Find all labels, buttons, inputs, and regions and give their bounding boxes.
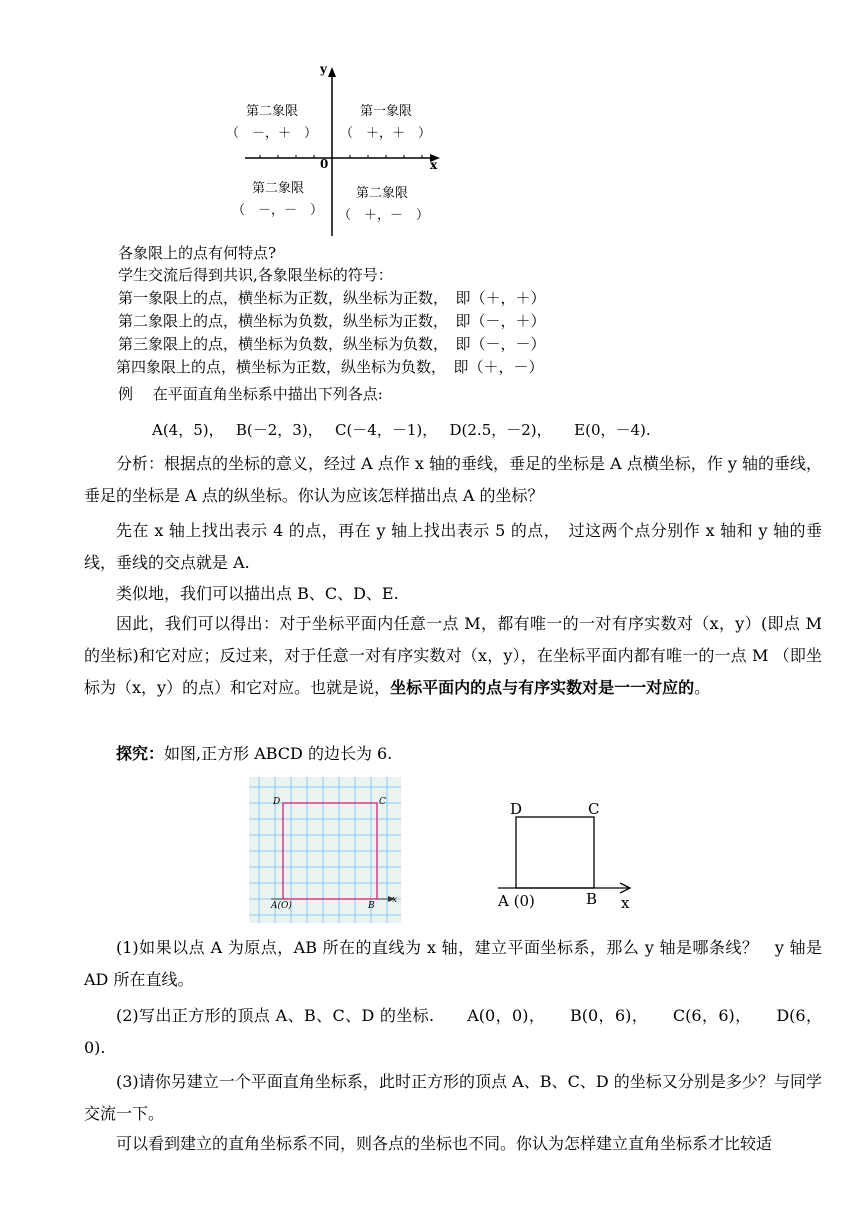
explore-label: 探究： — [116, 744, 165, 763]
conclusion-paragraph — [84, 608, 822, 704]
quadrant-top-right-name: 第一象限 — [360, 104, 413, 119]
square-label-x: x — [621, 894, 630, 912]
question-1: (1)如果以点 A 为原点，AB 所在的直线为 x 轴，建立平面坐标系，那么 y 轴是哪条线？ y 轴是 AD 所在直线。 — [84, 938, 822, 989]
quadrant-bottom-left-name: 第二象限 — [252, 181, 305, 196]
consensus-line: 学生交流后得到共识,各象限坐标的符号： — [118, 266, 393, 284]
quadrant-bottom-right-name: 第二象限 — [356, 186, 409, 201]
plain-square-figure — [488, 800, 638, 914]
square-label-b: B — [586, 890, 598, 908]
points-line: A(4，5)， B(－2，3)， C(－4，－1)， D(2.5，－2)， E(0，－4). — [152, 421, 651, 439]
grid-label-b: B — [368, 901, 375, 911]
similarly-paragraph: 类似地，我们可以描出点 B、C、D、E. — [116, 584, 399, 603]
rule-quadrant-1: 第一象限上的点，横坐标为正数，纵坐标为正数， 即（＋，＋） — [118, 289, 546, 307]
grid-label-a: A(O) — [271, 901, 292, 911]
square-label-a: A (0) — [498, 892, 535, 910]
grid-label-c: C — [379, 797, 386, 807]
explore-paragraph — [84, 738, 822, 770]
conclusion-text: 因此，我们可以得出：对于坐标平面内任意一点 M，都有唯一的一对有序实数对（x，y）(即点 M 的坐标)和它对应；反过来，对于任意一对有序实数对（x，y），在坐标平面内都有唯一的一点 M （即坐标为（x，y）的点）和它对应。也就是说， — [84, 614, 822, 697]
grid-square-figure — [249, 777, 401, 927]
quadrant-bottom-right-sign: （ ＋，－ ） — [338, 208, 430, 223]
quadrant-top-right-sign: （ ＋，＋ ） — [340, 126, 432, 141]
conclusion-bold: 坐标平面内的点与有序实数对是一一对应的 — [390, 678, 695, 697]
question-line: 各象限上的点有何特点? — [118, 244, 277, 262]
rule-quadrant-3: 第三象限上的点，横坐标为负数，纵坐标为负数， 即（－，－） — [118, 335, 546, 353]
example-line: 例 在平面直角坐标系中描出下列各点: — [118, 385, 383, 403]
quadrant-bottom-left-sign: （ －，－ ） — [232, 203, 324, 218]
quadrant-top-left-sign: （ －，＋ ） — [226, 126, 318, 141]
grid-label-x: x — [392, 895, 398, 905]
conclusion-end: 。 — [694, 678, 711, 697]
explore-text: 如图,正方形 ABCD 的边长为 6. — [164, 744, 393, 763]
question-2: (2)写出正方形的顶点 A、B、C、D 的坐标. A(0，0)， B(0，6)， C(6，6)， D(6，0). — [84, 1006, 822, 1057]
rule-quadrant-2: 第二象限上的点，横坐标为负数，纵坐标为正数， 即（－，＋） — [118, 312, 546, 330]
square-label-c: C — [588, 800, 600, 818]
analysis-paragraph: 分析：根据点的坐标的意义，经过 A 点作 x 轴的垂线，垂足的坐标是 A 点横坐标，作 y 轴的垂线，垂足的坐标是 A 点的纵坐标。你认为应该怎样描出点 A 的坐标？ — [84, 454, 822, 505]
quadrant-top-left-name: 第二象限 — [246, 104, 299, 119]
method-paragraph: 先在 x 轴上找出表示 4 的点，再在 y 轴上找出表示 5 的点， 过这两个点分别作 x 轴和 y 轴的垂线，垂线的交点就是 A. — [84, 521, 822, 572]
grid-label-d: D — [273, 797, 281, 807]
origin-label: 0 — [320, 157, 329, 171]
y-axis-label: y — [320, 62, 327, 76]
rule-quadrant-4: 第四象限上的点，横坐标为正数，纵坐标为负数， 即（＋，－） — [116, 358, 544, 376]
x-axis-label: x — [430, 158, 438, 172]
last-paragraph: 可以看到建立的直角坐标系不同，则各点的坐标也不同。你认为怎样建立直角坐标系才比较适 — [116, 1134, 773, 1153]
square-label-d: D — [510, 800, 523, 818]
question-3: (3)请你另建立一个平面直角坐标系，此时正方形的顶点 A、B、C、D 的坐标又分别是多少？与同学交流一下。 — [84, 1072, 822, 1123]
